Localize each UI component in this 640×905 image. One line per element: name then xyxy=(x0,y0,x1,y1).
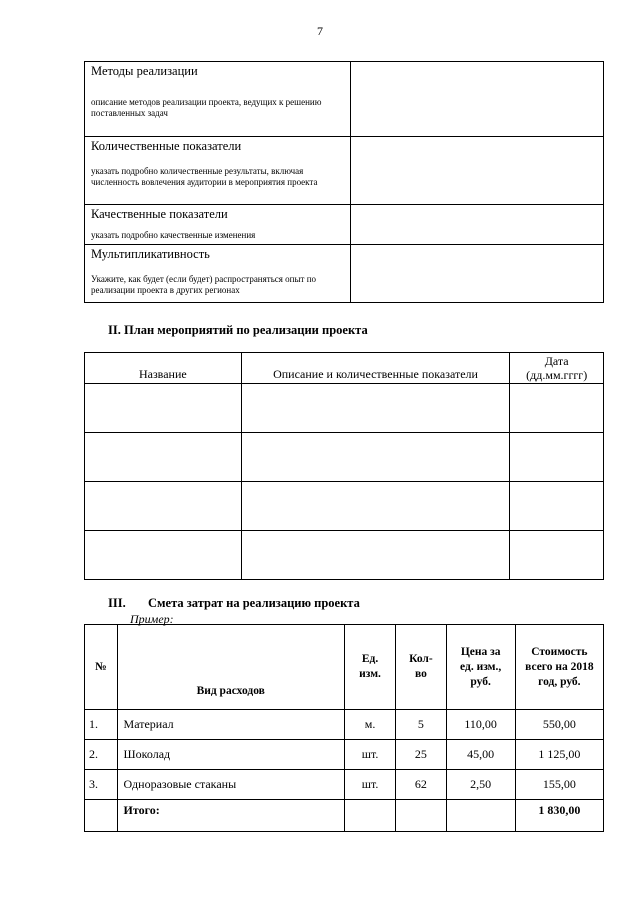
row-title: Качественные показатели xyxy=(91,207,228,221)
column-header-unit-price xyxy=(446,625,515,710)
table-row xyxy=(85,384,604,433)
cell-unit-price: 45,00 xyxy=(446,740,515,770)
header-line: ед. изм., xyxy=(460,660,502,673)
table-cell xyxy=(85,137,351,205)
input-cell[interactable] xyxy=(85,433,242,482)
cell-number: 3. xyxy=(85,770,118,800)
cell-unit-price: 2,50 xyxy=(446,770,515,800)
table-row xyxy=(85,433,604,482)
project-details-table xyxy=(84,61,604,303)
cell-expense-type: Шоколад xyxy=(117,740,344,770)
budget-table xyxy=(84,624,604,832)
section-heading: II. План мероприятий по реализации проекта xyxy=(108,323,368,337)
table-row xyxy=(85,740,604,770)
input-cell[interactable] xyxy=(350,62,603,137)
input-cell[interactable] xyxy=(510,531,604,580)
header-line: во xyxy=(414,668,427,680)
row-title: Методы реализации xyxy=(91,64,198,78)
header-line: год, руб. xyxy=(538,675,581,688)
section-title: Смета затрат на реализацию проекта xyxy=(148,596,360,610)
column-header-date xyxy=(510,353,604,384)
total-label: Итого: xyxy=(117,800,344,832)
column-header-unit xyxy=(344,625,395,710)
cell-quantity: 25 xyxy=(396,740,446,770)
cell-number: 2. xyxy=(85,740,118,770)
cell-empty xyxy=(446,800,515,832)
input-cell[interactable] xyxy=(510,482,604,531)
input-cell[interactable] xyxy=(241,384,510,433)
table-row xyxy=(85,205,604,245)
table-header-row xyxy=(85,625,604,710)
header-line: всего на 2018 xyxy=(525,660,594,673)
table-row xyxy=(85,137,604,205)
date-format: (дд.мм.гггг) xyxy=(526,368,588,382)
row-description: указать подробно качественные изменения xyxy=(91,230,256,240)
input-cell[interactable] xyxy=(85,482,242,531)
input-cell[interactable] xyxy=(85,531,242,580)
events-plan-table xyxy=(84,352,604,580)
input-cell[interactable] xyxy=(241,531,510,580)
cell-unit: м. xyxy=(344,710,395,740)
table-cell xyxy=(85,245,351,303)
column-header-description: Описание и количественные показатели xyxy=(241,353,510,384)
total-row xyxy=(85,800,604,832)
input-cell[interactable] xyxy=(510,433,604,482)
table-header-row xyxy=(85,353,604,384)
header-line: изм. xyxy=(359,668,381,680)
column-header-quantity xyxy=(396,625,446,710)
cell-expense-type: Одноразовые стаканы xyxy=(117,770,344,800)
cell-unit: шт. xyxy=(344,740,395,770)
header-line: Стоимость xyxy=(531,645,588,658)
input-cell[interactable] xyxy=(350,245,603,303)
total-cost: 1 830,00 xyxy=(515,800,603,832)
row-title: Количественные показатели xyxy=(91,139,242,153)
cell-empty xyxy=(396,800,446,832)
input-cell[interactable] xyxy=(241,482,510,531)
column-header-expense-type: Вид расходов xyxy=(117,625,344,710)
table-row xyxy=(85,770,604,800)
table-cell xyxy=(85,62,351,137)
date-label: Дата xyxy=(544,354,569,368)
table-cell xyxy=(85,205,351,245)
header-line: Ед. xyxy=(361,653,379,665)
table-row xyxy=(85,482,604,531)
header-line: Кол- xyxy=(409,653,433,665)
cell-cost: 550,00 xyxy=(515,710,603,740)
table-row xyxy=(85,245,604,303)
row-title: Мультипликативность xyxy=(91,247,210,261)
example-label: Пример: xyxy=(130,612,174,626)
header-line: руб. xyxy=(470,675,491,688)
cell-unit-price: 110,00 xyxy=(446,710,515,740)
section-number: III. xyxy=(108,596,126,610)
header-line: Цена за xyxy=(460,645,501,658)
cell-unit: шт. xyxy=(344,770,395,800)
table-row xyxy=(85,710,604,740)
input-cell[interactable] xyxy=(85,384,242,433)
input-cell[interactable] xyxy=(241,433,510,482)
table-row xyxy=(85,62,604,137)
cell-quantity: 5 xyxy=(396,710,446,740)
section-heading xyxy=(108,596,360,611)
table-row xyxy=(85,531,604,580)
cell-number: 1. xyxy=(85,710,118,740)
row-description: Укажите, как будет (если будет) распространяться опыт по реализации проекта в других регионах xyxy=(91,274,317,295)
cell-cost: 155,00 xyxy=(515,770,603,800)
row-description: описание методов реализации проекта, ведущих к решению поставленных задач xyxy=(91,97,322,118)
column-header-total-cost xyxy=(515,625,603,710)
input-cell[interactable] xyxy=(350,205,603,245)
input-cell[interactable] xyxy=(510,384,604,433)
page-number: 7 xyxy=(317,24,323,38)
input-cell[interactable] xyxy=(350,137,603,205)
cell-expense-type: Материал xyxy=(117,710,344,740)
column-header-name: Название xyxy=(85,353,242,384)
cell-quantity: 62 xyxy=(396,770,446,800)
column-header-number: № xyxy=(85,625,118,710)
row-description: указать подробно количественные результаты, включая численность вовлечения аудитории в мероприятия проекта xyxy=(91,166,318,187)
cell-empty xyxy=(344,800,395,832)
cell-cost: 1 125,00 xyxy=(515,740,603,770)
cell-empty xyxy=(85,800,118,832)
